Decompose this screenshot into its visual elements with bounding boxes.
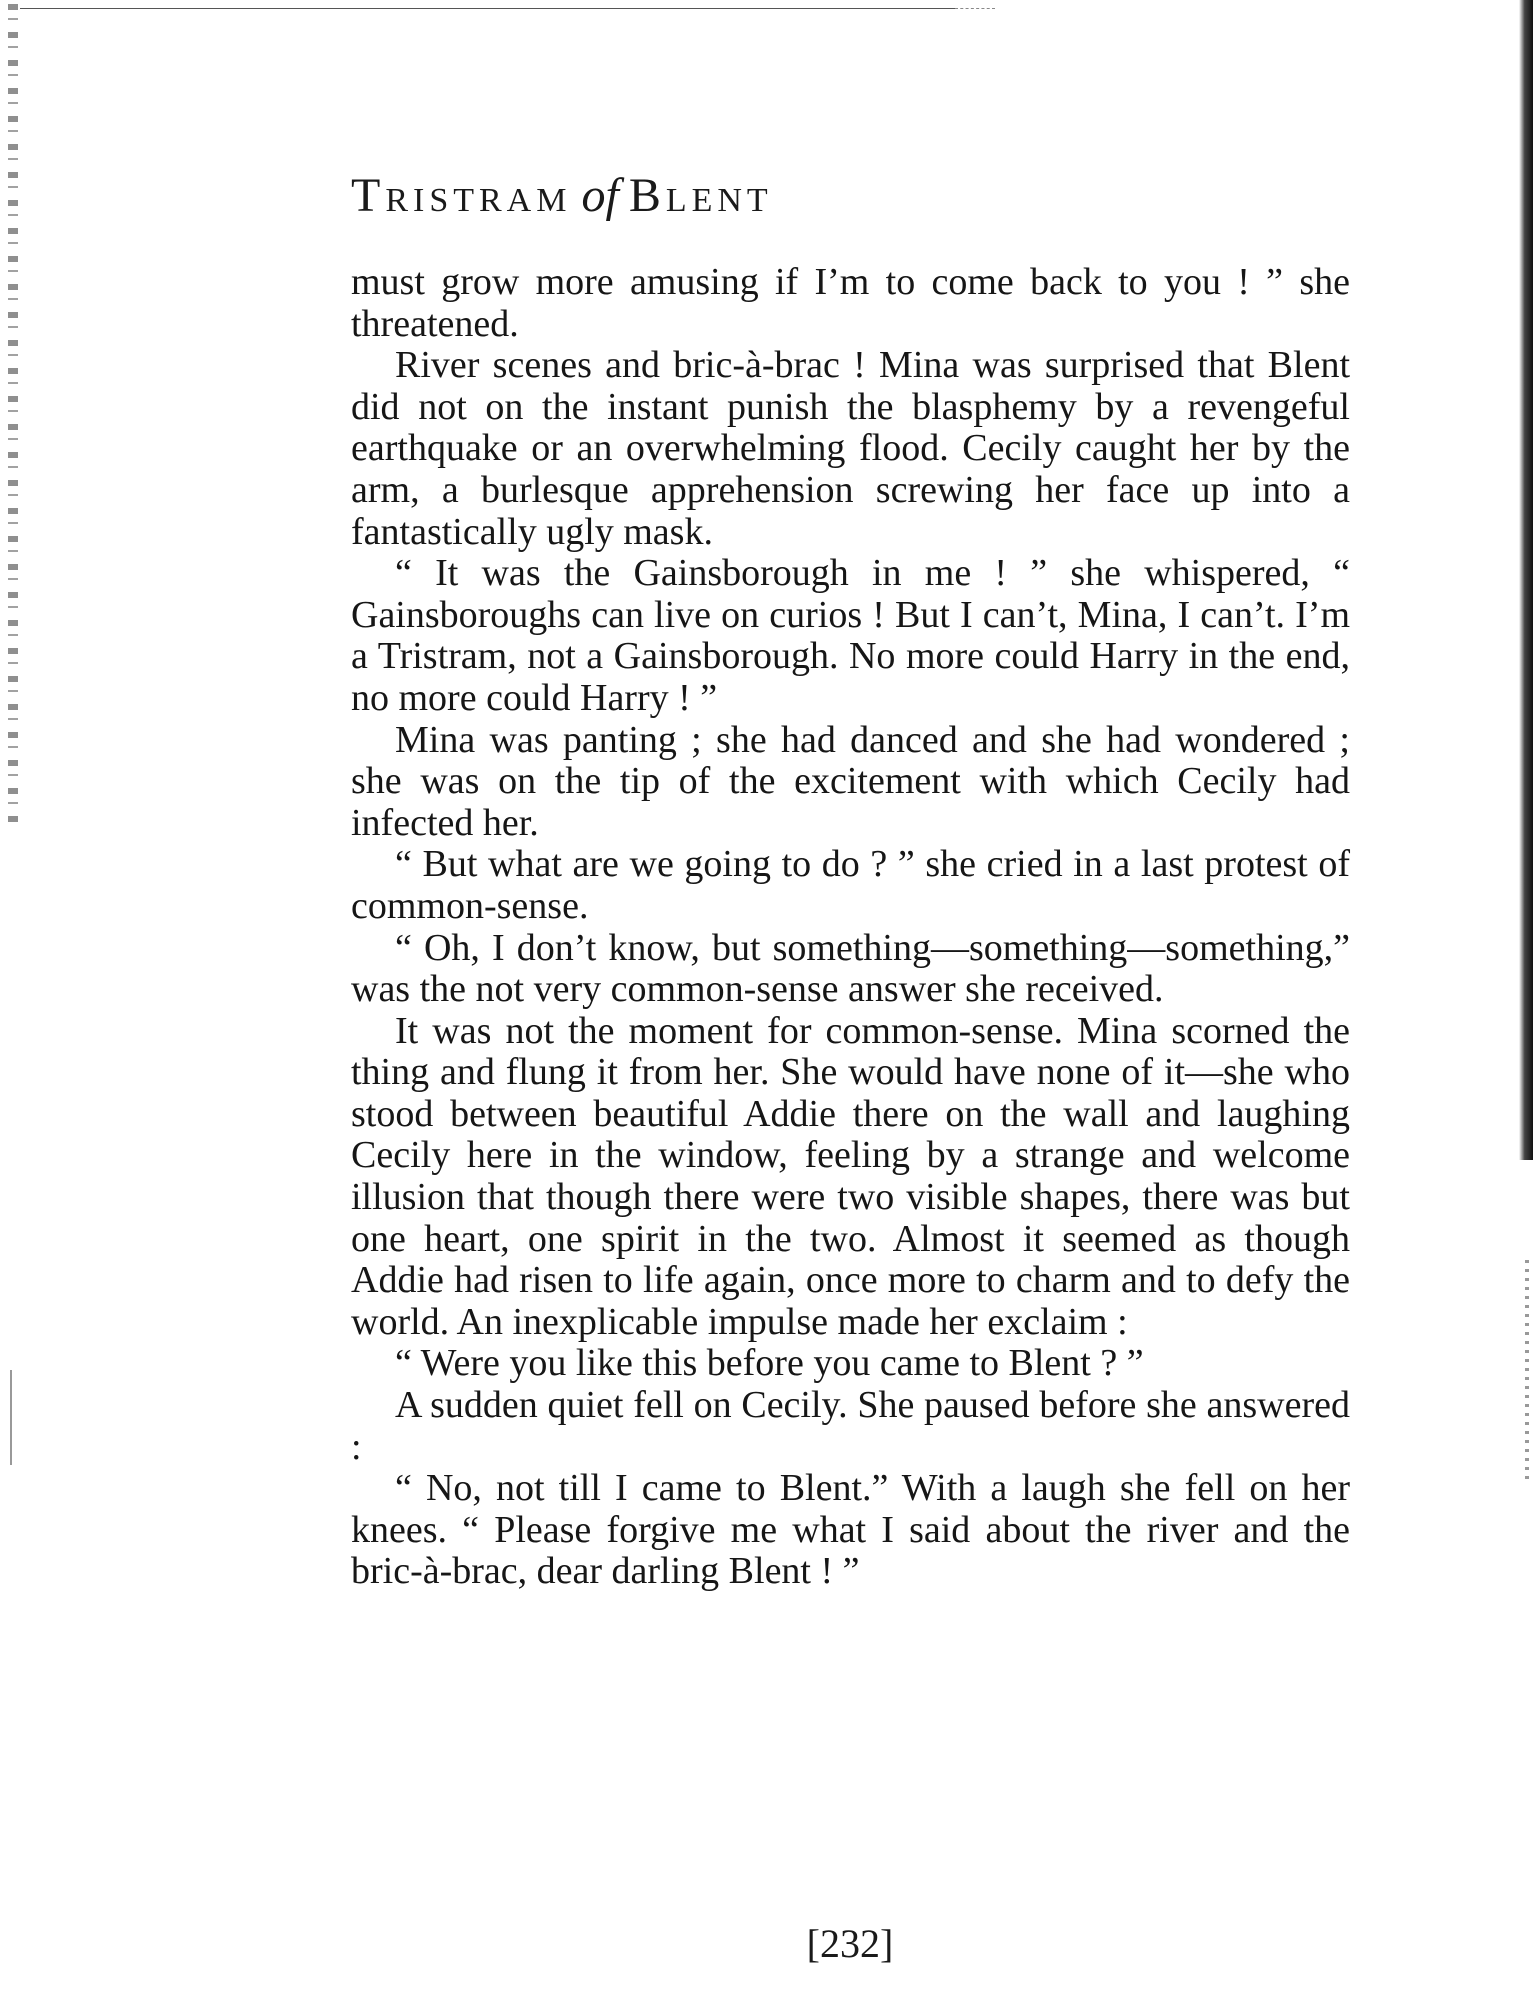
scan-left-edge-shadow xyxy=(8,4,18,824)
paragraph: A sudden quiet fell on Cecily. She paused before she answered : xyxy=(351,1384,1350,1468)
running-head xyxy=(351,168,1351,223)
page-top-rule-tail xyxy=(955,8,995,9)
scan-right-edge-shadow xyxy=(1519,0,1533,1160)
scan-left-edge-mark xyxy=(10,1370,12,1465)
paragraph: River scenes and bric-à-brac ! Mina was surprised that Blent did not on the instant punish the blasphemy by a revengeful earthquake or an overwhelming flood. Cecily caught her by the arm, a burlesque apprehension screwing her face up into a fantastically ugly mask. xyxy=(351,344,1350,553)
running-head-of: of xyxy=(581,169,619,222)
paragraph: “ It was the Gainsborough in me ! ” she whispered, “ Gainsboroughs can live on curios ! But I can’t, Mina, I can’t. I’m a Tristram, not a Gainsborough. No more could Harry in the end, no more could Harry ! ” xyxy=(351,552,1350,719)
paragraph: “ But what are we going to do ? ” she cried in a last protest of common-sense. xyxy=(351,843,1350,927)
paragraph: “ No, not till I came to Blent.” With a laugh she fell on her knees. “ Please forgive me what I said about the river and the bric-à-brac, dear darling Blent ! ” xyxy=(351,1467,1350,1593)
paragraph: “ Were you like this before you came to Blent ? ” xyxy=(395,1342,1144,1385)
body-text xyxy=(351,262,1350,1593)
running-head-title-blent: Blent xyxy=(628,169,773,222)
paragraph-continued: must grow more amusing if I’m to come back to you ! ” she threatened. xyxy=(351,261,1350,345)
paragraph: “ Oh, I don’t know, but something—something—something,” was the not very common-sense answer she received. xyxy=(351,926,1350,1011)
page-top-rule xyxy=(20,8,955,9)
running-head-title-tristram: Tristram xyxy=(351,169,572,222)
page-number: [232] xyxy=(806,1921,894,1966)
scan-right-edge-speckle xyxy=(1525,1260,1529,1480)
paragraph: Mina was panting ; she had danced and she had wondered ; she was on the tip of the excitement with which Cecily had infected her. xyxy=(351,718,1350,844)
paragraph: It was not the moment for common-sense. Mina scorned the thing and flung it from her. She would have none of it—she who stood between beautiful Addie there on the wall and laughing Cecily here in the window, feeling by a strange and welcome illusion that though there were two visible shapes, there was but one heart, one spirit in the two. Almost it seemed as though Addie had risen to life again, once more to charm and to defy the world. An inexplicable impulse made her exclaim : xyxy=(351,1009,1350,1343)
